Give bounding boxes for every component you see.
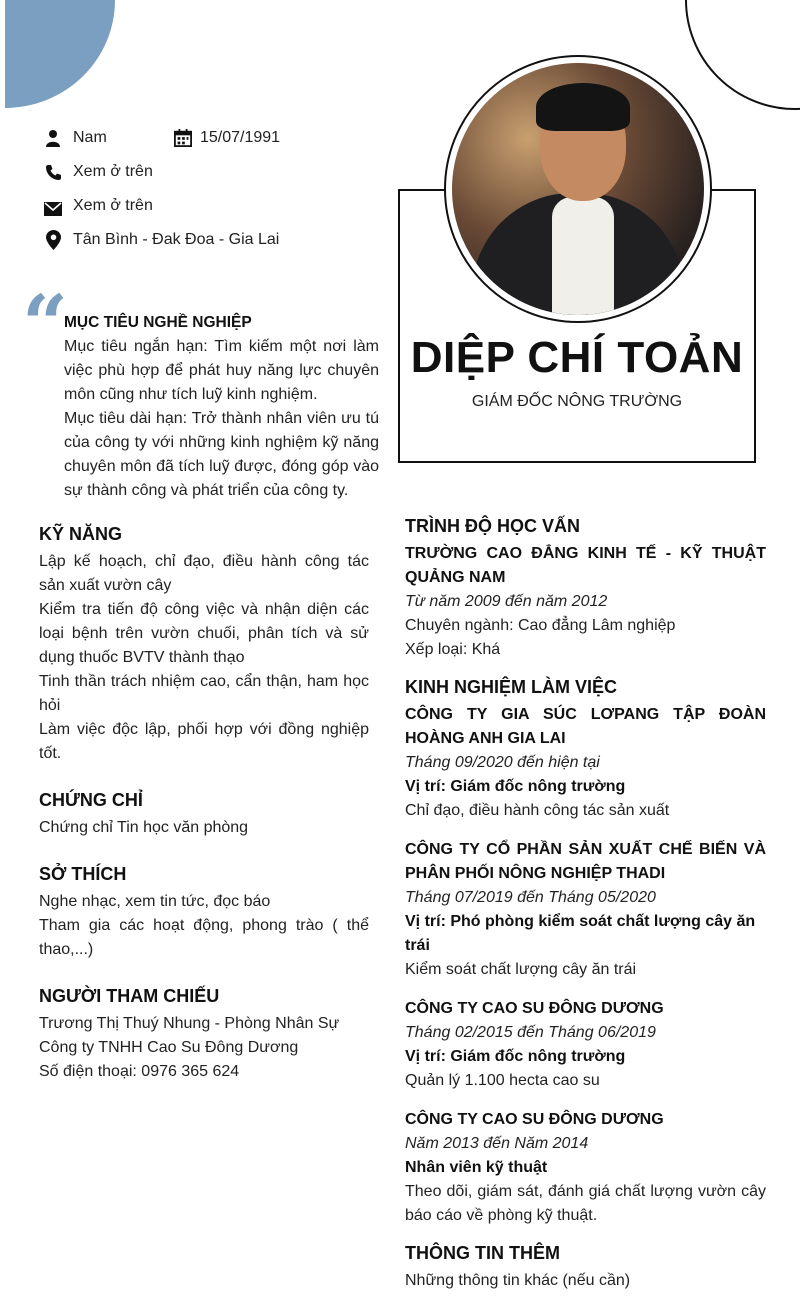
experience-period: Tháng 07/2019 đến Tháng 05/2020	[405, 889, 656, 906]
experience-desc: Quản lý 1.100 hecta cao su	[405, 1072, 600, 1089]
avatar	[452, 63, 704, 315]
experience-desc: Chỉ đạo, điều hành công tác sản xuất	[405, 802, 670, 819]
reference-item: Công ty TNHH Cao Su Đông Dương	[39, 1039, 299, 1056]
job-title: GIÁM ĐỐC NÔNG TRƯỜNG	[471, 393, 683, 410]
experience-desc: Kiểm soát chất lượng cây ăn trái	[405, 961, 637, 978]
reference-item: Số điện thoại: 0976 365 624	[39, 1063, 240, 1080]
experience-title: KINH NGHIỆM LÀM VIỆC	[405, 677, 618, 697]
hobbies-title: SỞ THÍCH	[39, 864, 127, 884]
experience-role: Vị trí: Phó phòng kiểm soát chất lượng cây ăn trái	[405, 913, 756, 954]
right-column	[405, 514, 766, 1293]
person-icon	[44, 128, 62, 148]
decor-outline-circle	[685, 0, 800, 110]
certificates-title: CHỨNG CHỈ	[39, 790, 143, 810]
contact-birthday	[174, 128, 280, 148]
quote-icon: “	[22, 277, 69, 371]
experience-company: CÔNG TY CAO SU ĐÔNG DƯƠNG	[405, 1111, 664, 1128]
experience-period: Năm 2013 đến Năm 2014	[405, 1135, 589, 1152]
extra-title: THÔNG TIN THÊM	[405, 1243, 560, 1263]
education-grade: Xếp loại: Khá	[405, 641, 501, 658]
extra-text: Những thông tin khác (nếu cần)	[405, 1272, 631, 1289]
left-column	[39, 522, 369, 1084]
experience-role: Vị trí: Giám đốc nông trường	[405, 1048, 626, 1065]
phone-value: Xem ở trên	[73, 163, 153, 180]
address-value: Tân Bình - Đak Đoa - Gia Lai	[73, 231, 280, 248]
experience-entry	[405, 703, 766, 823]
avatar-ring	[444, 55, 712, 323]
experience-company: CÔNG TY CỔ PHẦN SẢN XUẤT CHẾ BIẾN VÀ PHÂN PHỐI NÔNG NGHIỆP THADI	[405, 841, 766, 882]
experience-desc: Theo dõi, giám sát, đánh giá chất lượng vườn cây báo cáo về phòng kỹ thuật.	[405, 1183, 766, 1224]
reference-item: Trương Thị Thuý Nhung - Phòng Nhân Sự	[39, 1015, 340, 1032]
contact-address	[44, 230, 279, 250]
education-major: Chuyên ngành: Cao đẳng Lâm nghiệp	[405, 617, 676, 634]
full-name: DIỆP CHÍ TOẢN	[410, 333, 744, 382]
experience-period: Tháng 02/2015 đến Tháng 06/2019	[405, 1024, 656, 1041]
envelope-icon	[44, 196, 62, 216]
contact-email	[44, 196, 153, 216]
skill-item: Lập kế hoạch, chỉ đạo, điều hành công tác sản xuất vườn cây	[39, 553, 369, 594]
hobby-item: Nghe nhạc, xem tin tức, đọc báo	[39, 893, 271, 910]
experience-entry	[405, 997, 766, 1093]
gender-value: Nam	[73, 129, 107, 146]
hobby-item: Tham gia các hoạt động, phong trào ( thể thao,...)	[39, 917, 369, 958]
education-period: Từ năm 2009 đến năm 2012	[405, 593, 608, 610]
email-value: Xem ở trên	[73, 197, 153, 214]
skill-item: Tinh thần trách nhiệm cao, cẩn thận, ham học hỏi	[39, 673, 369, 714]
decor-quarter-circle	[5, 0, 115, 108]
objective-long-term: Mục tiêu dài hạn: Trở thành nhân viên ưu tú của công ty với những kinh nghiệm kỹ năng chuyên môn đã tích luỹ được, đóng góp vào sự thành công và phát triển của công ty.	[64, 410, 379, 499]
experience-role: Vị trí: Giám đốc nông trường	[405, 778, 626, 795]
objective-section	[64, 311, 379, 503]
skills-title: KỸ NĂNG	[39, 524, 123, 544]
experience-period: Tháng 09/2020 đến hiện tại	[405, 754, 600, 771]
birthday-value: 15/07/1991	[200, 129, 281, 146]
references-title: NGƯỜI THAM CHIẾU	[39, 986, 220, 1006]
phone-icon	[44, 162, 62, 182]
experience-role: Nhân viên kỹ thuật	[405, 1159, 548, 1176]
experience-company: CÔNG TY CAO SU ĐÔNG DƯƠNG	[405, 1000, 664, 1017]
experience-company: CÔNG TY GIA SÚC LƠPANG TẬP ĐOÀN HOÀNG ANH GIA LAI	[405, 706, 766, 747]
education-title: TRÌNH ĐỘ HỌC VẤN	[405, 516, 580, 536]
certificate-item: Chứng chỉ Tin học văn phòng	[39, 819, 249, 836]
objective-short-term: Mục tiêu ngắn hạn: Tìm kiếm một nơi làm việc phù hợp để phát huy năng lực chuyên môn cũng như tích luỹ kinh nghiệm.	[64, 338, 379, 403]
skill-item: Kiểm tra tiến độ công việc và nhận diện các loại bệnh trên vườn chuối, phân tích và sử dụng thuốc BVTV thành thạo	[39, 601, 369, 666]
contact-phone	[44, 162, 153, 182]
education-school: TRƯỜNG CAO ĐẲNG KINH TẾ - KỸ THUẬT QUẢNG NAM	[405, 545, 766, 586]
objective-title: MỤC TIÊU NGHỀ NGHIỆP	[64, 314, 252, 331]
experience-entry	[405, 838, 766, 982]
contact-gender	[44, 128, 107, 148]
location-pin-icon	[44, 230, 62, 250]
calendar-icon	[174, 128, 192, 148]
skill-item: Làm việc độc lập, phối hợp với đồng nghiệp tốt.	[39, 721, 369, 762]
experience-entry	[405, 1108, 766, 1228]
